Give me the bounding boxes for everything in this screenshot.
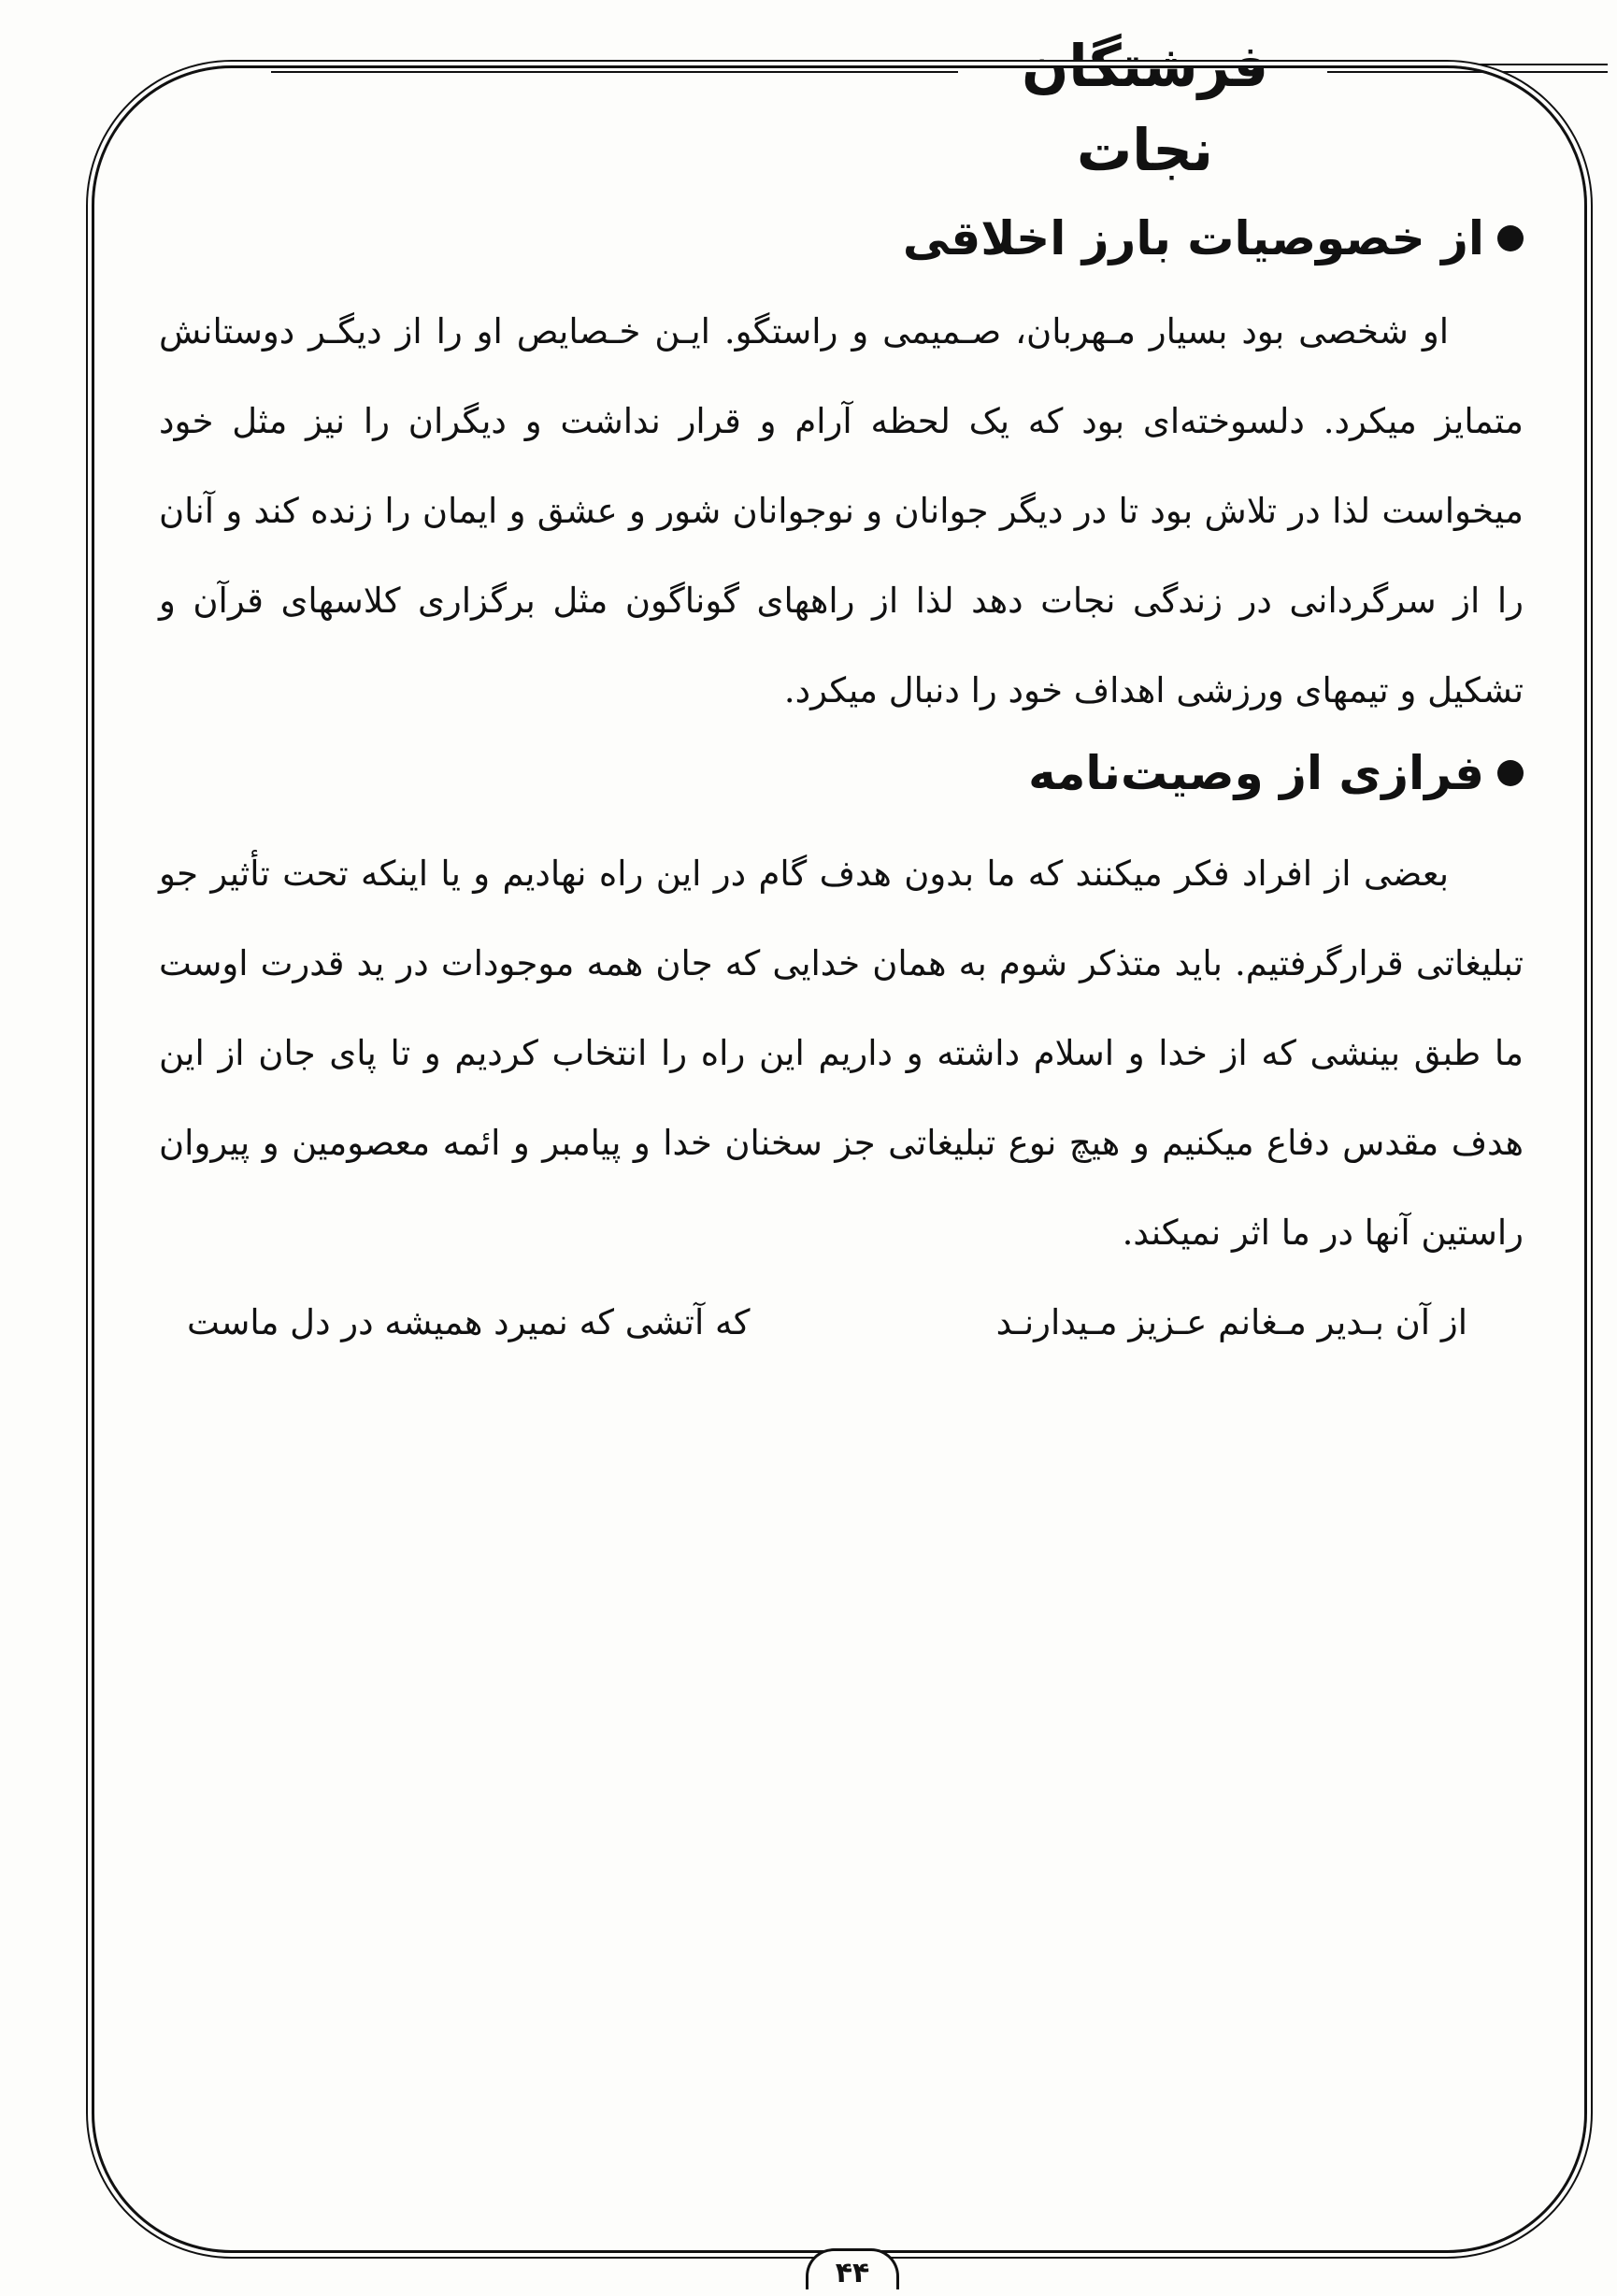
poem-verse — [159, 1278, 1524, 1368]
section-heading-will-excerpt — [159, 736, 1524, 811]
section-heading-text: از خصوصیات بارز اخلاقی — [902, 211, 1484, 265]
section-paragraph-will-excerpt: بعضی از افراد فکر میکنند که ما بدون هدف گام در این راه نهادیم و یا اینکه تحت تأثیر جو تبلیغاتی قرارگرفتیم. باید متذکر شوم به همان خدایی که جان همه موجودات در ید قدرت اوست ما طبق بینشی که از خدا و اسلام داشته و داریم این راه را انتخاب کردیم و تا پای جان از این هدف مقدس دفاع میکنیم و هیچ نوع تبلیغاتی جز سخنان خدا و پیامبر و ائمه معصومین و پیروان راستین آنها در ما اثر نمیکند. — [159, 854, 1524, 1253]
book-title: فرشتگان نجات — [1022, 32, 1268, 184]
bullet-icon — [1497, 225, 1524, 251]
page-content — [159, 201, 1524, 1368]
poem-hemistich-first: از آن بـدیر مـغانم عـزیز مـیدارنـد — [995, 1302, 1467, 1342]
page-number: ۴۴ — [806, 2248, 899, 2289]
section-paragraph-moral-traits: او شخصی بود بسیار مـهربان، صـمیمی و راستگو. ایـن خـصایص او را از دیگـر دوستانش متمایز میکرد. دلسوخته‌ای بود که یک لحظه آرام و قرار نداشت و دیگران را نیز مثل خود میخواست لذا در تلاش بود تا در دیگر جوانان و نوجوانان شور و عشق و ایمان را زنده کند و آنان را از سرگردانی در زندگی نجات دهد لذا از راههای گوناگون مثل برگزاری کلاسهای قرآن و تشکیل و تیمهای ورزشی اهداف خود را دنبال میکرد. — [159, 311, 1524, 710]
bullet-icon — [1497, 760, 1524, 786]
poem-hemistich-second: که آتشی که نمیرد همیشه در دل ماست — [187, 1302, 751, 1342]
section-heading-moral-traits — [159, 201, 1524, 276]
section-heading-text: فرازی از وصیت‌نامه — [1028, 746, 1484, 800]
